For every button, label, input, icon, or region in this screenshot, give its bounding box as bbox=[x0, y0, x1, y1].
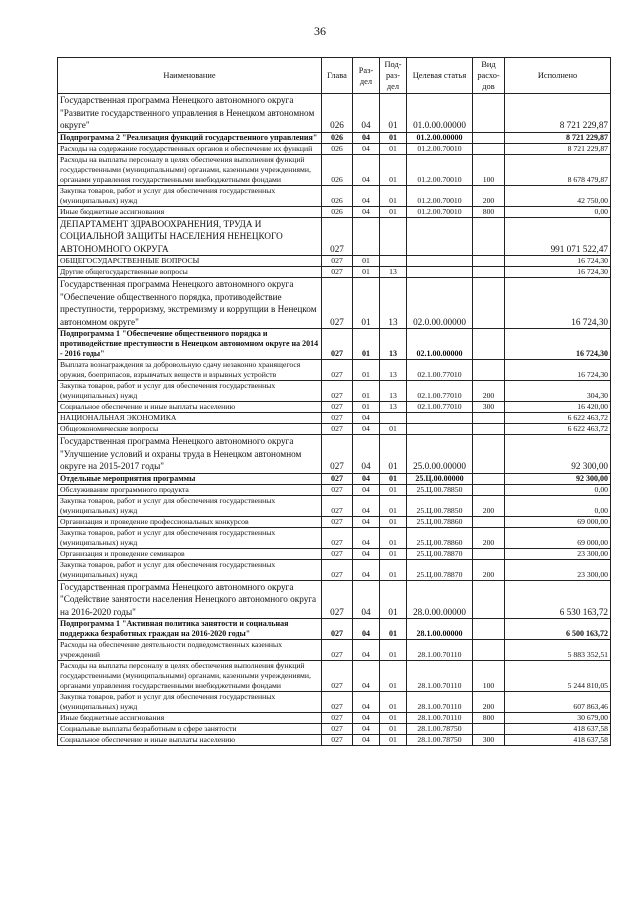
cell-article: 28.0.00.00000 bbox=[407, 580, 473, 619]
table-row bbox=[58, 692, 611, 713]
cell-article: 28.1.00.70110 bbox=[407, 661, 473, 692]
table-row bbox=[58, 206, 611, 217]
cell-article bbox=[407, 217, 473, 256]
cell-name: Закупка товаров, работ и услуг для обеспечения государственных (муниципальных) нужд bbox=[58, 185, 322, 206]
cell-chapter: 027 bbox=[322, 381, 353, 402]
page-number: 36 bbox=[314, 24, 326, 38]
cell-section: 04 bbox=[353, 154, 380, 185]
cell-section: 04 bbox=[353, 527, 380, 548]
cell-name: Государственная программа Ненецкого автономного округа "Развитие государственного управления в Ненецком автономном округе" bbox=[58, 94, 322, 133]
cell-subsection: 01 bbox=[380, 132, 407, 143]
cell-subsection: 13 bbox=[380, 267, 407, 278]
cell-executed: 69 000,00 bbox=[505, 516, 611, 527]
cell-name: Расходы на выплаты персоналу в целях обеспечения выполнения функций государственными (муниципальными) органами, казенными учреждениями, органами управления государственными внебюджетными фондами bbox=[58, 661, 322, 692]
cell-executed: 5 883 352,51 bbox=[505, 640, 611, 661]
cell-chapter: 027 bbox=[322, 559, 353, 580]
cell-name: Расходы на обеспечение деятельности подведомственных казенных учреждений bbox=[58, 640, 322, 661]
cell-executed: 23 300,00 bbox=[505, 559, 611, 580]
cell-name: Государственная программа Ненецкого автономного округа "Обеспечение общественного порядка, противодействие преступности, терроризму, экстремизму и коррупции в Ненецком автономном округе" bbox=[58, 278, 322, 329]
table-row bbox=[58, 559, 611, 580]
cell-executed: 418 637,58 bbox=[505, 735, 611, 746]
cell-type bbox=[473, 360, 505, 381]
cell-name: Расходы на выплаты персоналу в целях обеспечения выполнения функций государственными (муниципальными) органами, казенными учреждениями, органами управления государственными внебюджетными фондами bbox=[58, 154, 322, 185]
cell-type bbox=[473, 143, 505, 154]
table-row bbox=[58, 402, 611, 413]
cell-type bbox=[473, 267, 505, 278]
cell-chapter: 027 bbox=[322, 267, 353, 278]
cell-type bbox=[473, 217, 505, 256]
cell-subsection: 01 bbox=[380, 154, 407, 185]
cell-subsection: 01 bbox=[380, 435, 407, 474]
cell-article: 25.Ц.00.78860 bbox=[407, 516, 473, 527]
cell-section: 04 bbox=[353, 640, 380, 661]
cell-subsection: 01 bbox=[380, 713, 407, 724]
cell-article: 01.0.00.00000 bbox=[407, 94, 473, 133]
cell-chapter: 027 bbox=[322, 217, 353, 256]
cell-subsection bbox=[380, 413, 407, 424]
table-row bbox=[58, 484, 611, 495]
cell-name: Подпрограмма 1 "Обеспечение общественного порядка и противодействие преступности в Ненецком автономном округе на 2014 - 2016 годы" bbox=[58, 329, 322, 360]
cell-subsection: 13 bbox=[380, 381, 407, 402]
cell-chapter: 027 bbox=[322, 548, 353, 559]
table-row bbox=[58, 661, 611, 692]
cell-subsection: 13 bbox=[380, 329, 407, 360]
cell-executed: 0,00 bbox=[505, 495, 611, 516]
cell-article bbox=[407, 413, 473, 424]
cell-name: Расходы на содержание государственных органов и обеспечение их функций bbox=[58, 143, 322, 154]
table-row bbox=[58, 278, 611, 329]
cell-subsection: 01 bbox=[380, 516, 407, 527]
cell-section: 01 bbox=[353, 402, 380, 413]
table-row bbox=[58, 619, 611, 640]
header-expense-type: Вид расхо- дов bbox=[473, 58, 505, 94]
cell-chapter: 027 bbox=[322, 527, 353, 548]
cell-name: Другие общегосударственные вопросы bbox=[58, 267, 322, 278]
cell-section: 01 bbox=[353, 360, 380, 381]
cell-section: 04 bbox=[353, 473, 380, 484]
cell-article: 01.2.00.70010 bbox=[407, 185, 473, 206]
cell-section: 01 bbox=[353, 278, 380, 329]
cell-chapter: 027 bbox=[322, 516, 353, 527]
cell-executed: 8 721 229,87 bbox=[505, 132, 611, 143]
table-row bbox=[58, 217, 611, 256]
cell-section: 04 bbox=[353, 206, 380, 217]
cell-type: 300 bbox=[473, 402, 505, 413]
cell-type bbox=[473, 424, 505, 435]
cell-chapter: 027 bbox=[322, 692, 353, 713]
cell-subsection: 01 bbox=[380, 495, 407, 516]
cell-name: Закупка товаров, работ и услуг для обеспечения государственных (муниципальных) нужд bbox=[58, 692, 322, 713]
table-row bbox=[58, 473, 611, 484]
table-row bbox=[58, 132, 611, 143]
cell-subsection: 01 bbox=[380, 206, 407, 217]
table-row bbox=[58, 267, 611, 278]
cell-executed: 16 724,30 bbox=[505, 278, 611, 329]
cell-executed: 6 622 463,72 bbox=[505, 413, 611, 424]
cell-section: 04 bbox=[353, 185, 380, 206]
table-row bbox=[58, 360, 611, 381]
cell-chapter: 026 bbox=[322, 185, 353, 206]
cell-type bbox=[473, 278, 505, 329]
cell-executed: 92 300,00 bbox=[505, 473, 611, 484]
cell-chapter: 026 bbox=[322, 94, 353, 133]
cell-article: 28.1.00.70110 bbox=[407, 692, 473, 713]
cell-executed: 0,00 bbox=[505, 484, 611, 495]
cell-section bbox=[353, 217, 380, 256]
cell-subsection bbox=[380, 217, 407, 256]
cell-section: 04 bbox=[353, 94, 380, 133]
table-row bbox=[58, 185, 611, 206]
cell-article: 02.0.00.00000 bbox=[407, 278, 473, 329]
cell-chapter: 027 bbox=[322, 661, 353, 692]
cell-section: 04 bbox=[353, 413, 380, 424]
cell-section: 04 bbox=[353, 619, 380, 640]
budget-table bbox=[57, 57, 611, 746]
header-article: Целевая статья bbox=[407, 58, 473, 94]
cell-subsection: 01 bbox=[380, 424, 407, 435]
cell-executed: 8 678 479,87 bbox=[505, 154, 611, 185]
cell-name: Иные бюджетные ассигнования bbox=[58, 206, 322, 217]
cell-executed: 16 724,30 bbox=[505, 329, 611, 360]
cell-section: 04 bbox=[353, 424, 380, 435]
cell-type bbox=[473, 256, 505, 267]
table-row bbox=[58, 413, 611, 424]
cell-subsection: 01 bbox=[380, 640, 407, 661]
cell-subsection: 13 bbox=[380, 278, 407, 329]
cell-subsection bbox=[380, 256, 407, 267]
cell-type bbox=[473, 413, 505, 424]
cell-type bbox=[473, 484, 505, 495]
table-row bbox=[58, 548, 611, 559]
cell-executed: 6 500 163,72 bbox=[505, 619, 611, 640]
cell-name: Закупка товаров, работ и услуг для обеспечения государственных (муниципальных) нужд bbox=[58, 559, 322, 580]
cell-subsection: 01 bbox=[380, 484, 407, 495]
table-row bbox=[58, 713, 611, 724]
cell-chapter: 026 bbox=[322, 143, 353, 154]
header-section: Раз- дел bbox=[353, 58, 380, 94]
cell-article bbox=[407, 424, 473, 435]
cell-article: 25.Ц.00.78850 bbox=[407, 484, 473, 495]
cell-type: 100 bbox=[473, 661, 505, 692]
cell-executed: 8 721 229,87 bbox=[505, 94, 611, 133]
cell-executed: 92 300,00 bbox=[505, 435, 611, 474]
table-row bbox=[58, 580, 611, 619]
cell-chapter: 027 bbox=[322, 329, 353, 360]
cell-article: 01.2.00.70010 bbox=[407, 206, 473, 217]
cell-section: 04 bbox=[353, 516, 380, 527]
cell-chapter: 027 bbox=[322, 435, 353, 474]
cell-subsection: 01 bbox=[380, 692, 407, 713]
cell-subsection: 01 bbox=[380, 473, 407, 484]
header-subsection: Под- раз- дел bbox=[380, 58, 407, 94]
cell-name: Организация и проведение профессиональных конкурсов bbox=[58, 516, 322, 527]
cell-article: 28.1.00.78750 bbox=[407, 724, 473, 735]
cell-article: 25.Ц.00.78870 bbox=[407, 559, 473, 580]
cell-chapter: 027 bbox=[322, 724, 353, 735]
cell-executed: 69 000,00 bbox=[505, 527, 611, 548]
cell-chapter: 027 bbox=[322, 473, 353, 484]
table-row bbox=[58, 256, 611, 267]
cell-name: НАЦИОНАЛЬНАЯ ЭКОНОМИКА bbox=[58, 413, 322, 424]
cell-name: Социальное обеспечение и иные выплаты населению bbox=[58, 402, 322, 413]
cell-article: 25.0.00.00000 bbox=[407, 435, 473, 474]
cell-type bbox=[473, 473, 505, 484]
cell-chapter: 026 bbox=[322, 132, 353, 143]
cell-subsection: 01 bbox=[380, 548, 407, 559]
cell-chapter: 027 bbox=[322, 484, 353, 495]
cell-type bbox=[473, 94, 505, 133]
cell-executed: 6 530 163,72 bbox=[505, 580, 611, 619]
cell-section: 04 bbox=[353, 548, 380, 559]
cell-article: 01.2.00.70010 bbox=[407, 143, 473, 154]
table-row bbox=[58, 724, 611, 735]
cell-subsection: 01 bbox=[380, 527, 407, 548]
table-row bbox=[58, 640, 611, 661]
cell-type: 300 bbox=[473, 735, 505, 746]
cell-chapter: 027 bbox=[322, 424, 353, 435]
cell-type bbox=[473, 329, 505, 360]
cell-subsection: 01 bbox=[380, 580, 407, 619]
cell-article: 02.1.00.77010 bbox=[407, 402, 473, 413]
cell-name: Организация и проведение семинаров bbox=[58, 548, 322, 559]
cell-section: 04 bbox=[353, 580, 380, 619]
cell-section: 04 bbox=[353, 559, 380, 580]
cell-type: 200 bbox=[473, 381, 505, 402]
cell-section: 04 bbox=[353, 495, 380, 516]
cell-type bbox=[473, 580, 505, 619]
cell-subsection: 01 bbox=[380, 559, 407, 580]
table-row bbox=[58, 94, 611, 133]
cell-article: 25.Ц.00.78860 bbox=[407, 527, 473, 548]
cell-section: 04 bbox=[353, 143, 380, 154]
cell-section: 04 bbox=[353, 692, 380, 713]
table-row bbox=[58, 329, 611, 360]
cell-executed: 8 721 229,87 bbox=[505, 143, 611, 154]
cell-article bbox=[407, 256, 473, 267]
cell-type: 200 bbox=[473, 185, 505, 206]
cell-executed: 6 622 463,72 bbox=[505, 424, 611, 435]
cell-executed: 16 724,30 bbox=[505, 360, 611, 381]
cell-type bbox=[473, 548, 505, 559]
cell-executed: 16 420,00 bbox=[505, 402, 611, 413]
cell-type bbox=[473, 516, 505, 527]
cell-article: 25.Ц.00.00000 bbox=[407, 473, 473, 484]
cell-article: 25.Ц.00.78850 bbox=[407, 495, 473, 516]
cell-executed: 5 244 810,05 bbox=[505, 661, 611, 692]
cell-article: 28.1.00.70110 bbox=[407, 713, 473, 724]
cell-type bbox=[473, 640, 505, 661]
cell-executed: 42 750,00 bbox=[505, 185, 611, 206]
cell-name: Государственная программа Ненецкого автономного округа "Улучшение условий и охраны труда в Ненецком автономном округе на 2015-2017 годы" bbox=[58, 435, 322, 474]
table-row bbox=[58, 735, 611, 746]
cell-subsection: 13 bbox=[380, 360, 407, 381]
cell-name: Иные бюджетные ассигнования bbox=[58, 713, 322, 724]
cell-name: Общеэкономические вопросы bbox=[58, 424, 322, 435]
cell-article: 02.1.00.77010 bbox=[407, 381, 473, 402]
cell-section: 04 bbox=[353, 132, 380, 143]
cell-name: Подпрограмма 2 "Реализация функций государственного управления" bbox=[58, 132, 322, 143]
cell-chapter: 027 bbox=[322, 619, 353, 640]
cell-section: 04 bbox=[353, 661, 380, 692]
cell-executed: 304,30 bbox=[505, 381, 611, 402]
cell-chapter: 027 bbox=[322, 360, 353, 381]
table-row bbox=[58, 381, 611, 402]
cell-article: 01.2.00.00000 bbox=[407, 132, 473, 143]
cell-type: 200 bbox=[473, 527, 505, 548]
cell-chapter: 026 bbox=[322, 206, 353, 217]
cell-type: 100 bbox=[473, 154, 505, 185]
table-row bbox=[58, 495, 611, 516]
table-row bbox=[58, 143, 611, 154]
cell-name: Социальные выплаты безработным в сфере занятости bbox=[58, 724, 322, 735]
cell-article bbox=[407, 267, 473, 278]
cell-type: 200 bbox=[473, 692, 505, 713]
table-row bbox=[58, 424, 611, 435]
cell-section: 01 bbox=[353, 256, 380, 267]
cell-section: 04 bbox=[353, 713, 380, 724]
cell-name: Обслуживание программного продукта bbox=[58, 484, 322, 495]
header-name: Наименование bbox=[58, 58, 322, 94]
table-body bbox=[58, 94, 611, 746]
cell-subsection: 01 bbox=[380, 94, 407, 133]
cell-section: 04 bbox=[353, 484, 380, 495]
cell-chapter: 027 bbox=[322, 580, 353, 619]
cell-type: 800 bbox=[473, 713, 505, 724]
cell-subsection: 01 bbox=[380, 735, 407, 746]
cell-subsection: 01 bbox=[380, 619, 407, 640]
header-executed: Исполнено bbox=[505, 58, 611, 94]
cell-name: Государственная программа Ненецкого автономного округа "Содействие занятости населения Ненецкого автономного округа на 2016-2020 годы" bbox=[58, 580, 322, 619]
cell-executed: 0,00 bbox=[505, 206, 611, 217]
cell-chapter: 027 bbox=[322, 735, 353, 746]
cell-type bbox=[473, 619, 505, 640]
table-row bbox=[58, 516, 611, 527]
cell-name: Закупка товаров, работ и услуг для обеспечения государственных (муниципальных) нужд bbox=[58, 381, 322, 402]
cell-type bbox=[473, 435, 505, 474]
cell-executed: 607 863,46 bbox=[505, 692, 611, 713]
cell-type: 800 bbox=[473, 206, 505, 217]
cell-type bbox=[473, 132, 505, 143]
header-chapter: Глава bbox=[322, 58, 353, 94]
cell-chapter: 027 bbox=[322, 402, 353, 413]
cell-name: Закупка товаров, работ и услуг для обеспечения государственных (муниципальных) нужд bbox=[58, 495, 322, 516]
cell-type: 200 bbox=[473, 559, 505, 580]
table-row bbox=[58, 154, 611, 185]
cell-article: 28.1.00.00000 bbox=[407, 619, 473, 640]
cell-name: Подпрограмма 1 "Активная политика занятости и социальная поддержка безработных граждан на 2016-2020 годы" bbox=[58, 619, 322, 640]
cell-chapter: 027 bbox=[322, 713, 353, 724]
table-row bbox=[58, 527, 611, 548]
cell-chapter: 027 bbox=[322, 495, 353, 516]
header-row bbox=[58, 58, 611, 94]
cell-chapter: 027 bbox=[322, 413, 353, 424]
cell-name: Выплата вознаграждения за добровольную сдачу незаконно хранящегося оружия, боеприпасов, взрывчатых веществ и взрывных устройств bbox=[58, 360, 322, 381]
cell-executed: 16 724,30 bbox=[505, 267, 611, 278]
cell-executed: 418 637,58 bbox=[505, 724, 611, 735]
cell-subsection: 13 bbox=[380, 402, 407, 413]
cell-chapter: 027 bbox=[322, 278, 353, 329]
cell-article: 28.1.00.78750 bbox=[407, 735, 473, 746]
cell-name: Социальное обеспечение и иные выплаты населению bbox=[58, 735, 322, 746]
cell-chapter: 027 bbox=[322, 640, 353, 661]
table-row bbox=[58, 435, 611, 474]
cell-section: 01 bbox=[353, 267, 380, 278]
cell-name: ОБЩЕГОСУДАРСТВЕННЫЕ ВОПРОСЫ bbox=[58, 256, 322, 267]
cell-executed: 16 724,30 bbox=[505, 256, 611, 267]
cell-subsection: 01 bbox=[380, 143, 407, 154]
cell-name: Закупка товаров, работ и услуг для обеспечения государственных (муниципальных) нужд bbox=[58, 527, 322, 548]
cell-article: 25.Ц.00.78870 bbox=[407, 548, 473, 559]
cell-section: 04 bbox=[353, 435, 380, 474]
cell-chapter: 026 bbox=[322, 154, 353, 185]
cell-name: ДЕПАРТАМЕНТ ЗДРАВООХРАНЕНИЯ, ТРУДА И СОЦИАЛЬНОЙ ЗАЩИТЫ НАСЕЛЕНИЯ НЕНЕЦКОГО АВТОНОМНОГО ОКРУГА bbox=[58, 217, 322, 256]
cell-executed: 23 300,00 bbox=[505, 548, 611, 559]
cell-article: 02.1.00.77010 bbox=[407, 360, 473, 381]
cell-section: 04 bbox=[353, 735, 380, 746]
cell-type: 200 bbox=[473, 495, 505, 516]
cell-article: 28.1.00.70110 bbox=[407, 640, 473, 661]
cell-subsection: 01 bbox=[380, 661, 407, 692]
cell-name: Отдельные мероприятия программы bbox=[58, 473, 322, 484]
cell-subsection: 01 bbox=[380, 185, 407, 206]
cell-chapter: 027 bbox=[322, 256, 353, 267]
cell-article: 01.2.00.70010 bbox=[407, 154, 473, 185]
cell-executed: 991 071 522,47 bbox=[505, 217, 611, 256]
cell-type bbox=[473, 724, 505, 735]
cell-executed: 30 679,00 bbox=[505, 713, 611, 724]
cell-subsection: 01 bbox=[380, 724, 407, 735]
cell-section: 01 bbox=[353, 381, 380, 402]
cell-section: 04 bbox=[353, 724, 380, 735]
cell-article: 02.1.00.00000 bbox=[407, 329, 473, 360]
cell-section: 01 bbox=[353, 329, 380, 360]
